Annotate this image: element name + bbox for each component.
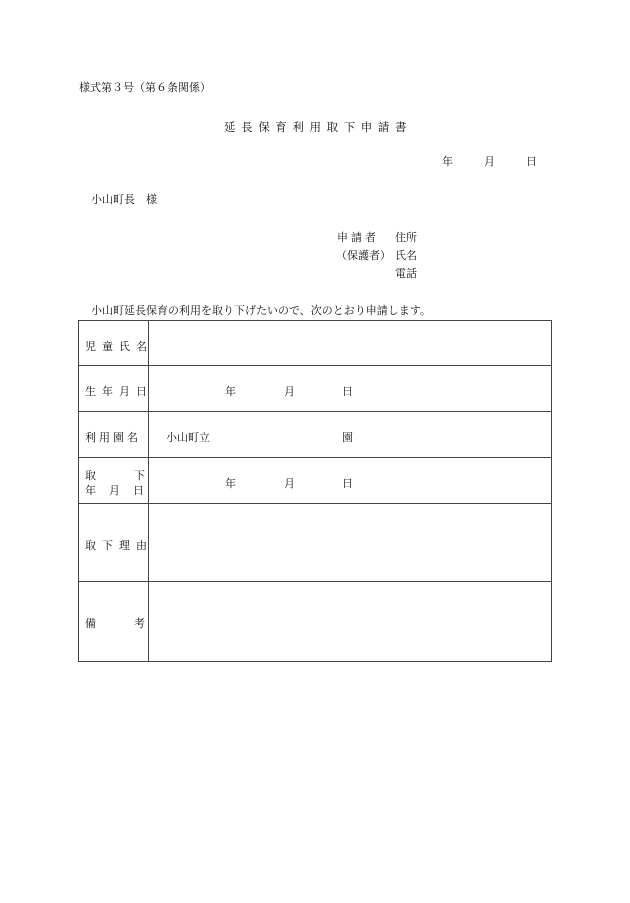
date-line	[442, 156, 537, 167]
birthdate-label-cell	[79, 366, 153, 412]
applicant-label: 申請者	[337, 231, 379, 244]
reason-label: 取下理由	[85, 539, 153, 552]
facility-suffix: 園	[342, 431, 353, 444]
reason-label-cell	[79, 504, 153, 582]
facility-label: 利用園名	[85, 431, 141, 444]
facility-label-cell	[79, 412, 149, 458]
phone-label: 電話	[395, 267, 417, 280]
remarks-label-left: 備	[85, 617, 96, 630]
birth-year-label: 年	[225, 385, 236, 398]
table-row-child-name	[79, 321, 552, 366]
withdraw-day-label: 日	[342, 477, 353, 490]
table-row-reason	[79, 504, 552, 582]
child-name-label-cell	[79, 321, 153, 366]
withdraw-label-top-right: 下	[134, 469, 145, 482]
table-row-birthdate	[79, 366, 552, 412]
facility-prefix: 小山町立	[166, 431, 210, 444]
document-title: 延長保育利用取下申請書	[224, 120, 413, 134]
facility-field[interactable]	[149, 412, 552, 458]
withdraw-month-label: 月	[284, 477, 295, 490]
remarks-label-cell	[79, 582, 149, 662]
addressee: 小山町長 様	[91, 193, 157, 206]
table-row-remarks	[79, 582, 552, 662]
application-table	[78, 320, 552, 662]
remarks-label-right: 考	[134, 617, 145, 630]
withdraw-year-label: 年	[225, 477, 236, 490]
withdraw-label-top-left: 取	[85, 469, 96, 482]
child-name-field[interactable]	[149, 321, 552, 366]
withdraw-label-cell	[79, 458, 149, 504]
birth-day-label: 日	[342, 385, 353, 398]
form-number: 様式第３号（第６条関係）	[79, 81, 211, 94]
withdraw-label-bottom: 年 月 日	[85, 484, 145, 497]
remarks-field[interactable]	[149, 582, 552, 662]
table-row-facility	[79, 412, 552, 458]
name-label: 氏名	[395, 249, 417, 262]
guardian-label: （保護者）	[336, 249, 391, 262]
child-name-label: 児童氏名	[85, 340, 153, 353]
statement-text: 小山町延長保育の利用を取り下げたいので、次のとおり申請します。	[91, 304, 431, 317]
address-label: 住所	[395, 231, 417, 244]
reason-field[interactable]	[149, 504, 552, 582]
date-day-label: 日	[526, 155, 537, 168]
birthdate-label: 生年月日	[85, 385, 153, 398]
date-month-label: 月	[484, 155, 495, 168]
table-row-withdraw-date	[79, 458, 552, 504]
birthdate-field[interactable]	[149, 366, 552, 412]
withdraw-date-field[interactable]	[149, 458, 552, 504]
date-year-label: 年	[442, 155, 453, 168]
birth-month-label: 月	[284, 385, 295, 398]
